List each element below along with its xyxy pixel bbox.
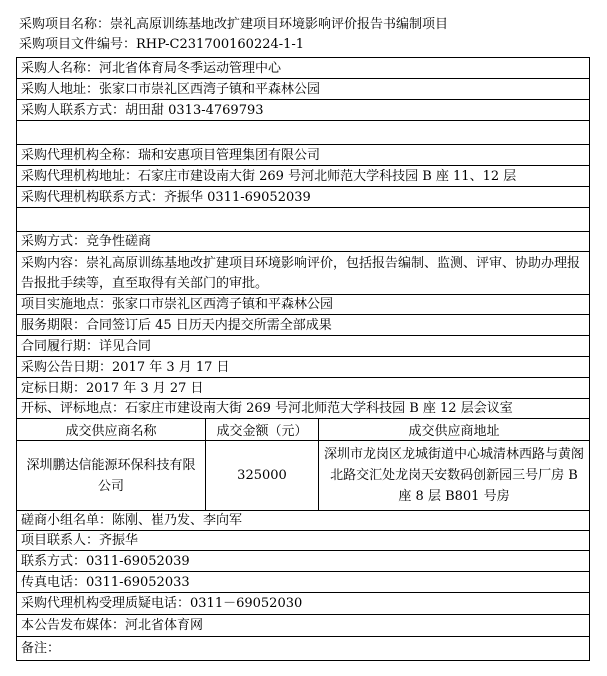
supplier-table-row: [17, 441, 589, 511]
buyer-name: 采购人名称：河北省体育局冬季运动管理中心: [17, 58, 589, 79]
project-number: 采购项目文件编号：RHP-C231700160224-1-1: [19, 37, 305, 52]
contract-period: 合同履行期：详见合同: [17, 336, 589, 357]
supplier-amount: 325000: [206, 441, 319, 510]
project-name: 采购项目名称：崇礼高原训练基地改扩建项目环境影响评价报告书编制项目: [19, 17, 449, 32]
blank-row: [17, 208, 589, 232]
agency-address: 采购代理机构地址：石家庄市建设南大街 269 号河北师范大学科技园 B 座 11、12 层: [17, 166, 589, 187]
supplier-address: 深圳市龙岗区龙城街道中心城清林西路与黄阁北路交汇处龙岗天安数码创新园三号厂房 B 座 8 层 B801 号房: [323, 447, 584, 504]
project-contact: 项目联系人：齐振华: [17, 531, 589, 551]
procurement-content: 采购内容：崇礼高原训练基地改扩建项目环境影响评价，包括报告编制、监测、评审、协助办理报告报批手续等，直至取得有关部门的审批。: [17, 252, 589, 295]
service-period: 服务期限：合同签订后 45 日历天内提交所需全部成果: [17, 315, 589, 336]
remarks: 备注：: [21, 641, 61, 656]
procurement-method: 采购方式：竞争性磋商: [17, 232, 589, 252]
panel-members: 磋商小组名单：陈刚、崔乃发、李向军: [17, 511, 589, 531]
buyer-contact: 采购人联系方式：胡田甜 0313-4769793: [17, 100, 589, 121]
contact-phone: 联系方式：0311-69052039: [17, 551, 589, 572]
complaint-phone: 采购代理机构受理质疑电话：0311－69052030: [17, 593, 589, 615]
header-supplier-address: 成交供应商地址: [408, 424, 500, 439]
blank-row: [17, 121, 589, 145]
announcement-date: 采购公告日期：2017 年 3 月 17 日: [17, 357, 589, 378]
agency-name: 采购代理机构全称：瑞和安惠项目管理集团有限公司: [17, 145, 589, 166]
fax-phone: 传真电话：0311-69052033: [17, 572, 589, 593]
announcement-table: [16, 57, 590, 661]
agency-contact: 采购代理机构联系方式：齐振华 0311-69052039: [17, 187, 589, 208]
project-location: 项目实施地点：张家口市崇礼区西湾子镇和平森林公园: [17, 295, 589, 315]
header-supplier-name: 成交供应商名称: [17, 419, 206, 440]
award-date: 定标日期：2017 年 3 月 27 日: [17, 378, 589, 399]
buyer-address: 采购人地址：张家口市崇礼区西湾子镇和平森林公园: [17, 79, 589, 100]
header-amount: 成交金额（元）: [206, 419, 319, 440]
publish-media: 本公告发布媒体：河北省体育网: [17, 615, 589, 637]
supplier-name: 深圳鹏达信能源环保科技有限公司: [17, 441, 206, 510]
bid-location: 开标、评标地点：石家庄市建设南大街 269 号河北师范大学科技园 B 座 12 层会议室: [17, 399, 589, 419]
supplier-table-header: [17, 419, 589, 441]
